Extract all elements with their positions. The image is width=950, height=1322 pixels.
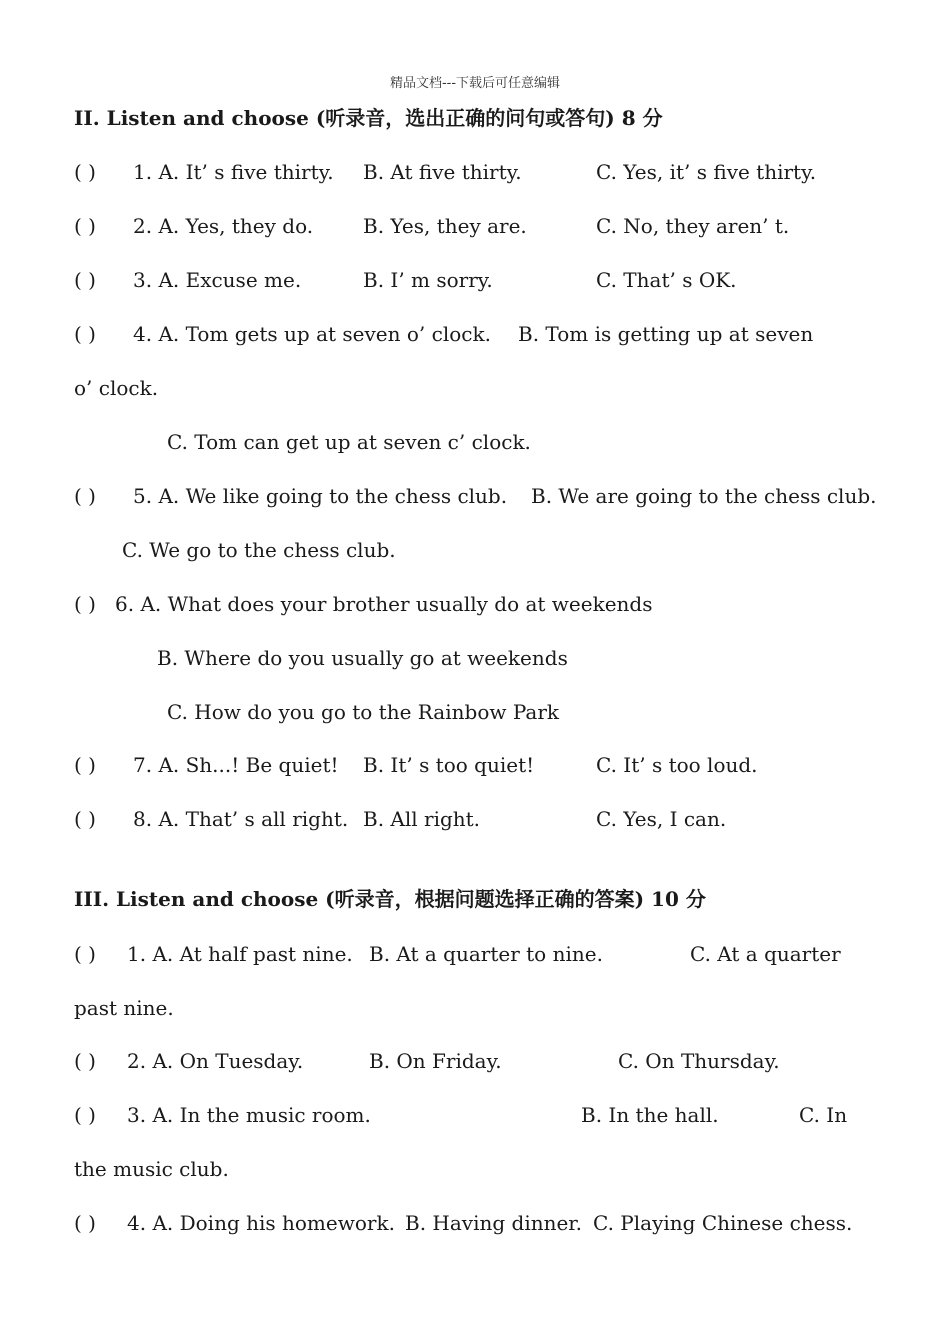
- option-b: B. I’ m sorry.: [363, 268, 493, 292]
- option-a: 6. A. What does your brother usually do at weekends: [115, 592, 653, 616]
- option-b: B. In the hall.: [581, 1103, 719, 1127]
- option-b: B. At a quarter to nine.: [369, 942, 603, 966]
- option-c: C. Tom can get up at seven c’ clock.: [167, 430, 531, 454]
- option-c: C. No, they aren’ t.: [596, 214, 790, 238]
- option-a: 3. A. In the music room.: [127, 1103, 371, 1127]
- option-a: 7. A. Sh...! Be quiet!: [133, 753, 339, 777]
- option-b-continued: o’ clock.: [74, 376, 159, 400]
- option-b: B. Where do you usually go at weekends: [157, 646, 568, 670]
- option-c: C. At a quarter: [690, 942, 841, 966]
- option-a: 1. A. At half past nine.: [127, 942, 353, 966]
- option-c: C. Playing Chinese chess.: [593, 1211, 853, 1235]
- page-header: 精品文档---下载后可任意编辑: [389, 76, 561, 91]
- option-a: 2. A. Yes, they do.: [133, 214, 314, 238]
- answer-blank: ( ): [74, 1049, 96, 1073]
- option-b: B. Tom is getting up at seven: [518, 322, 814, 346]
- option-c: C. It’ s too loud.: [596, 753, 758, 777]
- answer-blank: ( ): [74, 322, 96, 346]
- answer-blank: ( ): [74, 214, 96, 238]
- answer-blank: ( ): [74, 160, 96, 184]
- option-c-continued: the music club.: [74, 1157, 229, 1181]
- option-c-continued: past nine.: [74, 996, 174, 1020]
- option-b: B. Yes, they are.: [363, 214, 527, 238]
- option-a: 4. A. Tom gets up at seven o’ clock.: [133, 322, 491, 346]
- option-a: 2. A. On Tuesday.: [127, 1049, 304, 1073]
- option-b: B. We are going to the chess club.: [531, 484, 877, 508]
- option-b: B. Having dinner.: [405, 1211, 583, 1235]
- option-c: C. That’ s OK.: [596, 268, 737, 292]
- option-a: 3. A. Excuse me.: [133, 268, 302, 292]
- option-a: 4. A. Doing his homework.: [127, 1211, 395, 1235]
- option-b: B. At five thirty.: [363, 160, 522, 184]
- option-c: C. How do you go to the Rainbow Park: [167, 700, 559, 724]
- option-c: C. On Thursday.: [618, 1049, 780, 1073]
- answer-blank: ( ): [74, 807, 96, 831]
- option-b: B. All right.: [363, 807, 481, 831]
- option-c: C. We go to the chess club.: [122, 538, 396, 562]
- option-c: C. Yes, it’ s five thirty.: [596, 160, 817, 184]
- answer-blank: ( ): [74, 942, 96, 966]
- option-a: 8. A. That’ s all right.: [133, 807, 349, 831]
- answer-blank: ( ): [74, 1103, 96, 1127]
- option-c: C. Yes, I can.: [596, 807, 727, 831]
- option-b: B. It’ s too quiet!: [363, 753, 535, 777]
- option-a: 1. A. It’ s five thirty.: [133, 160, 334, 184]
- section-2-title: II. Listen and choose (听录音，选出正确的问句或答句) 8 分: [74, 106, 663, 130]
- option-c: C. In: [799, 1103, 848, 1127]
- option-b: B. On Friday.: [369, 1049, 502, 1073]
- answer-blank: ( ): [74, 484, 96, 508]
- answer-blank: ( ): [74, 592, 96, 616]
- answer-blank: ( ): [74, 268, 96, 292]
- answer-blank: ( ): [74, 753, 96, 777]
- option-a: 5. A. We like going to the chess club.: [133, 484, 508, 508]
- answer-blank: ( ): [74, 1211, 96, 1235]
- section-3-title: III. Listen and choose (听录音，根据问题选择正确的答案) 10 分: [74, 887, 706, 911]
